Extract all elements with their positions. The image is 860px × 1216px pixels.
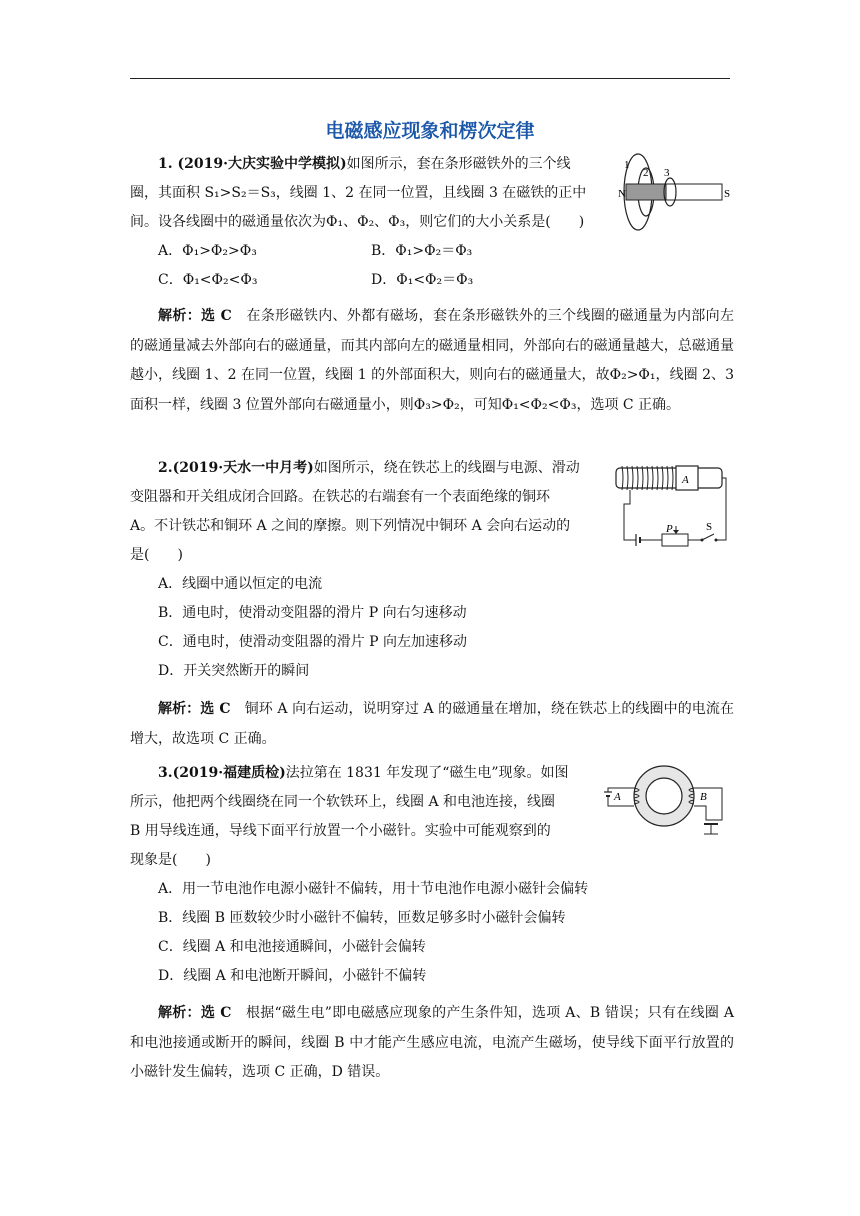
question-1-label: 1. (2019·大庆实验中学模拟): [158, 156, 347, 172]
question-3-line-1: 法拉第在 1831 年发现了“磁生电”现象。如图: [285, 765, 569, 781]
question-2-line-2: 变阻器和开关组成闭合回路。在铁芯的右端套有一个表面绝缘的铜环: [130, 489, 550, 505]
question-2-label: 2.(2019·天水一中月考): [158, 460, 314, 476]
question-3-line-3: B 用导线连通，导线下面平行放置一个小磁针。实验中可能观察到的: [130, 823, 551, 839]
magnet-s-label: S: [724, 188, 731, 200]
question-2-line-3: A。不计铁芯和铜环 A 之间的摩擦。则下列情况中铜环 A 会向右运动的: [130, 518, 571, 534]
coil-a-label: A: [614, 791, 621, 803]
slider-p-label: P: [666, 523, 673, 535]
magnet-n-label: N: [618, 188, 626, 200]
question-3-option-d: D．线圈 A 和电池断开瞬间，小磁针不偏转: [158, 968, 427, 984]
question-1-line-1: 如图所示，套在条形磁铁外的三个线: [346, 156, 571, 172]
question-2-line-1: 如图所示，绕在铁芯上的线圈与电源、滑动: [313, 460, 580, 476]
figure-bar-magnet-coils: [618, 152, 733, 236]
copper-ring-a-label: A: [682, 474, 689, 486]
question-2-option-a: A．线圈中通以恒定的电流: [158, 576, 323, 592]
coil-1-label: 1: [624, 159, 630, 171]
question-3-line-4: 现象是( ): [130, 852, 211, 868]
answer-1-text: 在条形磁铁内、外都有磁场，套在条形磁铁外的三个线圈的磁通量为内部向左的磁通量减去外部向右的磁通量，而其内部向左的磁通量相同，外部向右的磁通量越大，总磁通量越小，线圈 1、2 在同一位置，线圈 1 的外部面积大，则向右的磁通量大，故Φ₂>Φ₁，线圈 2、3 面积一样，线圈 3 位置外部向右磁通量小，则Φ₃>Φ₂，可知Φ₁<Φ₂<Φ₃，选项 C 正确。: [130, 308, 734, 413]
question-1: [130, 150, 615, 295]
question-2-option-d: D．开关突然断开的瞬间: [158, 663, 310, 679]
question-3-option-b: B．线圈 B 匝数较少时小磁针不偏转，匝数足够多时小磁针会偏转: [158, 910, 566, 926]
coil-3-label: 3: [664, 167, 670, 179]
answer-2-label: 解析：选 C: [158, 701, 231, 717]
answer-2: [130, 695, 734, 754]
question-3-line-2: 所示，他把两个线圈绕在同一个软铁环上，线圈 A 和电池连接，线圈: [130, 794, 556, 810]
question-1-options-row-2: [130, 266, 615, 295]
question-2-option-b: B．通电时，使滑动变阻器的滑片 P 向右匀速移动: [158, 605, 467, 621]
question-1-line-2: 圈，其面积 S₁>S₂＝S₃，线圈 1、2 在同一位置，且线圈 3 在磁铁的正中: [130, 185, 587, 201]
switch-s-label: S: [706, 521, 713, 533]
answer-1-label: 解析：选 C: [158, 308, 232, 324]
coil-2-label: 2: [643, 167, 649, 179]
question-2-option-c: C．通电时，使滑动变阻器的滑片 P 向左加速移动: [158, 634, 468, 650]
question-1-option-d: D．Φ₁<Φ₂＝Φ₃: [371, 272, 474, 288]
question-2-line-4: 是( ): [130, 547, 183, 563]
answer-1: [130, 302, 734, 420]
question-3-option-a: A．用一节电池作电源小磁针不偏转，用十节电池作电源小磁针会偏转: [158, 881, 589, 897]
answer-3: [130, 999, 734, 1088]
question-1-option-a: A．Φ₁>Φ₂>Φ₃: [158, 243, 257, 259]
answer-3-text: 根据“磁生电”即电磁感应现象的产生条件知，选项 A、B 错误；只有在线圈 A 和电池接通或断开的瞬间，线圈 B 中才能产生感应电流，电流产生磁场，使导线下面平行放置的小磁针发生偏转，选项 C 正确，D 错误。: [130, 1005, 734, 1080]
question-3-label: 3.(2019·福建质检): [158, 765, 286, 781]
question-3: [130, 759, 606, 991]
question-1-options-row-1: [130, 237, 615, 266]
header-rule: [130, 78, 730, 79]
answer-3-label: 解析：选 C: [158, 1005, 232, 1021]
answer-2-text: 铜环 A 向右运动，说明穿过 A 的磁通量在增加，绕在铁芯上的线圈中的电流在增大，故选项 C 正确。: [130, 701, 734, 747]
question-2: [130, 454, 610, 686]
figure-faraday-iron-ring: [600, 762, 728, 838]
coil-b-label: B: [700, 791, 707, 803]
question-1-option-c: C．Φ₁<Φ₂<Φ₃: [158, 272, 258, 288]
page-title: 电磁感应现象和楞次定律: [325, 120, 535, 142]
question-1-line-3: 间。设各线圈中的磁通量依次为Φ₁、Φ₂、Φ₃，则它们的大小关系是( ): [130, 214, 585, 230]
question-3-option-c: C．线圈 A 和电池接通瞬间，小磁针会偏转: [158, 939, 426, 955]
question-1-option-b: B．Φ₁>Φ₂＝Φ₃: [371, 243, 473, 259]
figure-iron-core-circuit: [610, 460, 734, 552]
